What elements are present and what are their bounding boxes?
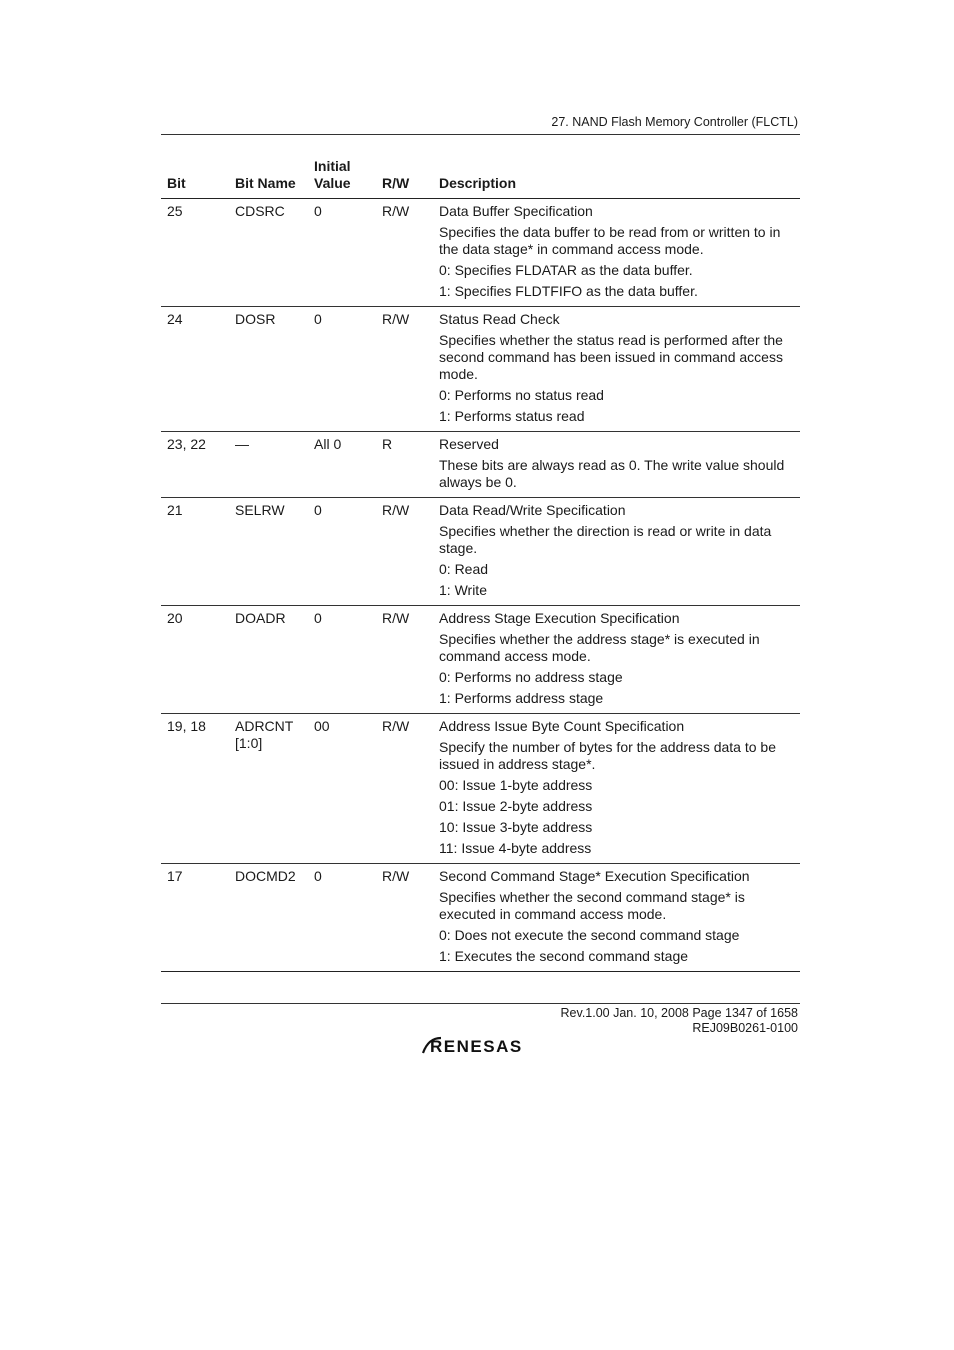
cell-bit-name: DOADR — [235, 610, 286, 626]
description-line: 0: Read — [439, 561, 489, 577]
cell-bit-name: DOCMD2 — [235, 868, 296, 884]
cell-description — [439, 436, 799, 491]
col-bit-name: Bit Name — [235, 175, 296, 191]
description-title: Data Read/Write Specification — [439, 502, 626, 518]
cell-initial-value: 0 — [314, 203, 322, 219]
table-row — [161, 199, 800, 307]
footer-doc-number: REJ09B0261-0100 — [692, 1021, 798, 1035]
description-line: 00: Issue 1-byte address — [439, 777, 593, 793]
cell-bit: 21 — [167, 502, 183, 518]
cell-description — [439, 311, 799, 425]
cell-rw: R/W — [382, 718, 410, 734]
description-line: Specifies whether the direction is read or write in data stage. — [439, 523, 772, 556]
cell-description — [439, 718, 799, 857]
cell-bit: 19, 18 — [167, 718, 206, 734]
col-rw: R/W — [382, 175, 410, 191]
footer-info — [561, 1006, 798, 1036]
description-line: Specify the number of bytes for the address data to be issued in address stage*. — [439, 739, 776, 772]
table-row — [161, 864, 800, 972]
description-line: 01: Issue 2-byte address — [439, 798, 593, 814]
description-line: 1: Executes the second command stage — [439, 948, 689, 964]
description-line: 10: Issue 3-byte address — [439, 819, 593, 835]
description-line: 1: Write — [439, 582, 487, 598]
description-line: 1: Specifies FLDTFIFO as the data buffer. — [439, 283, 698, 299]
description-line: Specifies whether the second command stage* is executed in command access mode. — [439, 889, 745, 922]
cell-initial-value: 0 — [314, 502, 322, 518]
description-title: Reserved — [439, 436, 499, 452]
col-description: Description — [439, 175, 517, 191]
cell-rw: R/W — [382, 868, 410, 884]
description-title: Address Stage Execution Specification — [439, 610, 680, 626]
cell-description — [439, 868, 799, 965]
description-line: Specifies whether the address stage* is executed in command access mode. — [439, 631, 760, 664]
cell-rw: R/W — [382, 311, 410, 327]
table-row — [161, 498, 800, 606]
cell-description — [439, 610, 799, 707]
description-line: 1: Performs address stage — [439, 690, 604, 706]
cell-bit: 17 — [167, 868, 183, 884]
description-line: 0: Performs no status read — [439, 387, 604, 403]
cell-bit: 23, 22 — [167, 436, 206, 452]
cell-description — [439, 502, 799, 599]
cell-bit-name: — — [235, 436, 249, 452]
table-header — [161, 158, 800, 199]
description-title: Second Command Stage* Execution Specification — [439, 868, 750, 884]
cell-bit-name: CDSRC — [235, 203, 285, 219]
cell-initial-value: 0 — [314, 868, 322, 884]
cell-initial-value: 00 — [314, 718, 330, 734]
cell-rw: R/W — [382, 610, 410, 626]
col-bit: Bit — [167, 175, 186, 191]
svg-text:RENESAS: RENESAS — [430, 1037, 523, 1056]
description-line: Specifies whether the status read is performed after the second command has been issued in command access mode. — [439, 332, 783, 382]
description-line: Specifies the data buffer to be read from or written to in the data stage* in command access mode. — [439, 224, 781, 257]
header-rule — [161, 134, 800, 135]
cell-bit: 24 — [167, 311, 183, 327]
description-title: Status Read Check — [439, 311, 560, 327]
cell-initial-value: 0 — [314, 311, 322, 327]
cell-bit: 20 — [167, 610, 183, 626]
description-line: 0: Specifies FLDATAR as the data buffer. — [439, 262, 693, 278]
cell-bit-name: SELRW — [235, 502, 285, 518]
table-body — [161, 199, 800, 972]
col-initial-value: Initial Value — [314, 158, 351, 191]
description-line: 11: Issue 4-byte address — [439, 840, 592, 856]
table-row — [161, 307, 800, 432]
table-row — [161, 432, 800, 498]
description-title: Data Buffer Specification — [439, 203, 593, 219]
cell-initial-value: 0 — [314, 610, 322, 626]
footer-rule — [161, 1003, 800, 1004]
running-header: 27. NAND Flash Memory Controller (FLCTL) — [551, 115, 798, 129]
renesas-logo — [421, 1034, 541, 1061]
table-row — [161, 714, 800, 864]
cell-bit-name: ADRCNT [1:0] — [235, 718, 294, 751]
cell-rw: R — [382, 436, 393, 452]
description-title: Address Issue Byte Count Specification — [439, 718, 685, 734]
cell-bit-name: DOSR — [235, 311, 276, 327]
table-row — [161, 606, 800, 714]
register-bit-table — [161, 158, 800, 972]
cell-initial-value: All 0 — [314, 436, 342, 452]
description-line: These bits are always read as 0. The write value should always be 0. — [439, 457, 785, 490]
description-line: 1: Performs status read — [439, 408, 585, 424]
cell-rw: R/W — [382, 502, 410, 518]
description-line: 0: Does not execute the second command stage — [439, 927, 740, 943]
cell-description — [439, 203, 799, 300]
footer-revision: Rev.1.00 Jan. 10, 2008 Page 1347 of 1658 — [560, 1006, 798, 1020]
description-line: 0: Performs no address stage — [439, 669, 623, 685]
renesas-logo-mark — [421, 1034, 541, 1056]
cell-bit: 25 — [167, 203, 183, 219]
cell-rw: R/W — [382, 203, 410, 219]
